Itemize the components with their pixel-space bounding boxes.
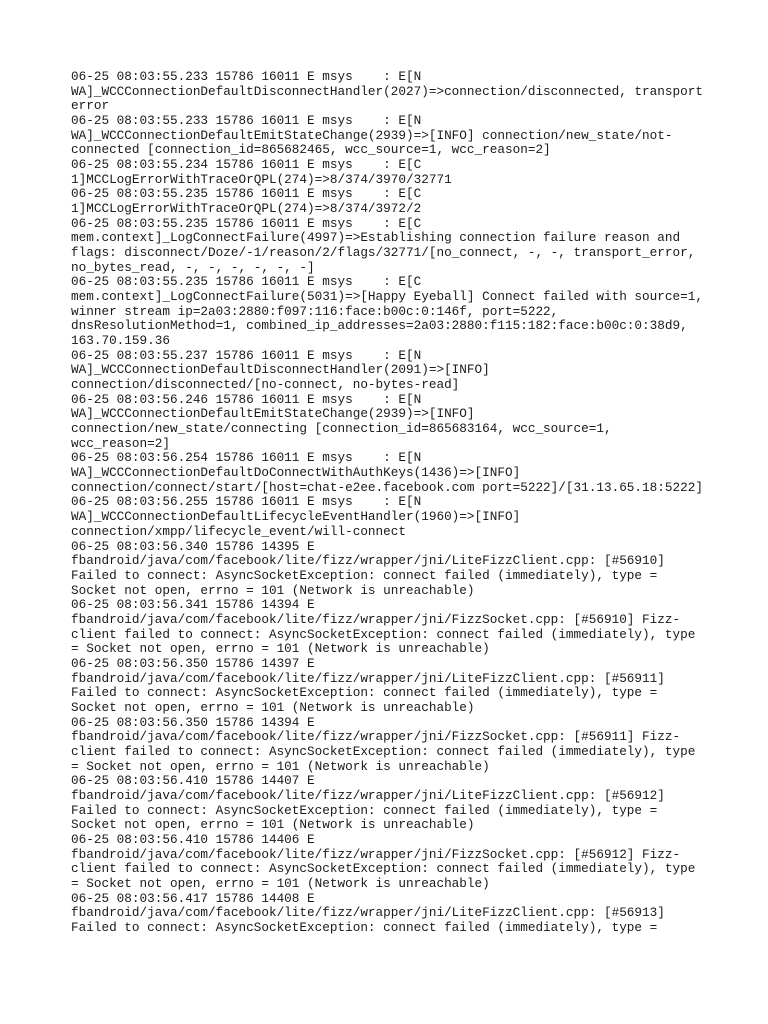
- log-line: WA]_WCCConnectionDefaultDisconnectHandler(2091)=>[INFO]: [71, 362, 490, 378]
- log-line: WA]_WCCConnectionDefaultDoConnectWithAuthKeys(1436)=>[INFO]: [71, 465, 521, 481]
- log-line: error: [71, 98, 110, 114]
- log-line: WA]_WCCConnectionDefaultEmitStateChange(2939)=>[INFO] connection/new_state/not-: [71, 127, 673, 143]
- log-line: 06-25 08:03:55.235 15786 16011 E msys : E[C: [71, 186, 422, 202]
- log-line: 06-25 08:03:55.233 15786 16011 E msys : E[N: [71, 69, 422, 84]
- log-line: = Socket not open, errno = 101 (Network is unreachable): [71, 875, 490, 891]
- log-line: WA]_WCCConnectionDefaultLifecycleEventHandler(1960)=>[INFO]: [71, 509, 521, 525]
- log-line: fbandroid/java/com/facebook/lite/fizz/wrapper/jni/LiteFizzClient.cpp: [#56912]: [71, 787, 665, 803]
- log-line: Socket not open, errno = 101 (Network is unreachable): [71, 699, 475, 715]
- log-line: 1]MCCLogErrorWithTraceOrQPL(274)=>8/374/3970/32771: [71, 171, 452, 187]
- log-line: Failed to connect: AsyncSocketException: connect failed (immediately), type =: [71, 919, 658, 935]
- log-line: fbandroid/java/com/facebook/lite/fizz/wrapper/jni/LiteFizzClient.cpp: [#56911]: [71, 670, 665, 686]
- log-line: connected [connection_id=865682465, wcc_source=1, wcc_reason=2]: [71, 142, 551, 158]
- log-line: Failed to connect: AsyncSocketException: connect failed (immediately), type =: [71, 685, 658, 701]
- log-line: flags: disconnect/Doze/-1/reason/2/flags/32771/[no_connect, -, -, transport_error,: [71, 245, 696, 261]
- log-line: connection/connect/start/[host=chat-e2ee.facebook.com port=5222]/[31.13.65.18:5222]: [71, 479, 703, 495]
- log-line: mem.context]_LogConnectFailure(5031)=>[Happy Eyeball] Connect failed with source=1,: [71, 289, 703, 305]
- log-line: Socket not open, errno = 101 (Network is unreachable): [71, 582, 475, 598]
- log-line: 06-25 08:03:55.237 15786 16011 E msys : E[N: [71, 347, 422, 363]
- log-line: fbandroid/java/com/facebook/lite/fizz/wrapper/jni/FizzSocket.cpp: [#56910] Fizz-: [71, 611, 681, 627]
- log-line: 06-25 08:03:56.410 15786 14407 E: [71, 773, 315, 789]
- log-line: 06-25 08:03:55.233 15786 16011 E msys : E[N: [71, 113, 422, 129]
- log-line: fbandroid/java/com/facebook/lite/fizz/wrapper/jni/LiteFizzClient.cpp: [#56910]: [71, 553, 665, 569]
- log-line: WA]_WCCConnectionDefaultDisconnectHandler(2027)=>connection/disconnected, transport: [71, 83, 703, 99]
- log-line: 06-25 08:03:56.255 15786 16011 E msys : E[N: [71, 494, 422, 510]
- log-line: client failed to connect: AsyncSocketException: connect failed (immediately), type: [71, 626, 696, 642]
- log-line: wcc_reason=2]: [71, 435, 170, 451]
- log-line: 163.70.159.36: [71, 333, 170, 349]
- log-line: 06-25 08:03:55.234 15786 16011 E msys : E[C: [71, 157, 422, 173]
- log-line: 06-25 08:03:56.350 15786 14397 E: [71, 655, 315, 671]
- log-line: 06-25 08:03:55.235 15786 16011 E msys : E[C: [71, 215, 422, 231]
- log-line: 06-25 08:03:56.246 15786 16011 E msys : E[N: [71, 391, 422, 407]
- log-line: winner stream ip=2a03:2880:f097:116:face:b00c:0:146f, port=5222,: [71, 303, 559, 319]
- log-line: 06-25 08:03:56.350 15786 14394 E: [71, 714, 315, 730]
- log-line: connection/xmpp/lifecycle_event/will-connect: [71, 523, 407, 539]
- log-line: connection/new_state/connecting [connection_id=865683164, wcc_source=1,: [71, 421, 612, 437]
- log-line: 06-25 08:03:56.254 15786 16011 E msys : E[N: [71, 450, 422, 466]
- log-line: = Socket not open, errno = 101 (Network is unreachable): [71, 641, 490, 657]
- log-line: client failed to connect: AsyncSocketException: connect failed (immediately), type: [71, 861, 696, 877]
- log-line: fbandroid/java/com/facebook/lite/fizz/wrapper/jni/LiteFizzClient.cpp: [#56913]: [71, 905, 665, 921]
- log-line: Failed to connect: AsyncSocketException: connect failed (immediately), type =: [71, 802, 658, 818]
- log-line: fbandroid/java/com/facebook/lite/fizz/wrapper/jni/FizzSocket.cpp: [#56911] Fizz-: [71, 729, 681, 745]
- log-line: 1]MCCLogErrorWithTraceOrQPL(274)=>8/374/3972/2: [71, 201, 422, 217]
- log-line: 06-25 08:03:55.235 15786 16011 E msys : E[C: [71, 274, 422, 290]
- log-line: 06-25 08:03:56.341 15786 14394 E: [71, 597, 315, 613]
- log-line: no_bytes_read, -, -, -, -, -, -]: [71, 259, 315, 275]
- log-line: dnsResolutionMethod=1, combined_ip_addresses=2a03:2880:f115:182:face:b00c:0:38d9,: [71, 318, 688, 334]
- log-line: = Socket not open, errno = 101 (Network is unreachable): [71, 758, 490, 774]
- log-line: 06-25 08:03:56.417 15786 14408 E: [71, 890, 315, 906]
- log-line: client failed to connect: AsyncSocketException: connect failed (immediately), type: [71, 743, 696, 759]
- log-line: mem.context]_LogConnectFailure(4997)=>Establishing connection failure reason and: [71, 230, 681, 246]
- log-line: WA]_WCCConnectionDefaultEmitStateChange(2939)=>[INFO]: [71, 406, 475, 422]
- log-line: 06-25 08:03:56.340 15786 14395 E: [71, 538, 315, 554]
- log-text-block: [71, 70, 711, 936]
- log-line: 06-25 08:03:56.410 15786 14406 E: [71, 831, 315, 847]
- log-line: connection/disconnected/[no-connect, no-bytes-read]: [71, 377, 460, 393]
- log-line: Socket not open, errno = 101 (Network is unreachable): [71, 817, 475, 833]
- log-line: Failed to connect: AsyncSocketException: connect failed (immediately), type =: [71, 567, 658, 583]
- log-line: fbandroid/java/com/facebook/lite/fizz/wrapper/jni/FizzSocket.cpp: [#56912] Fizz-: [71, 846, 681, 862]
